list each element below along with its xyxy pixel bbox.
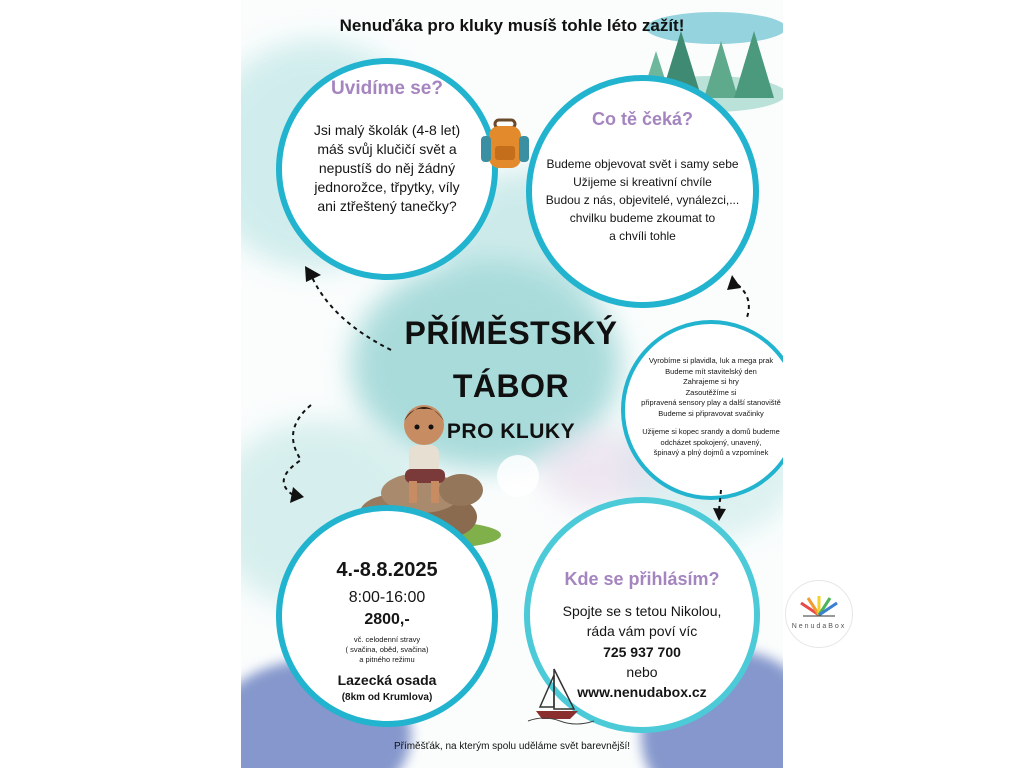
text-line: Vyrobíme si plavidla, luk a mega prak (648, 356, 774, 365)
text-line: Budeme mít stavitelský den (665, 366, 757, 376)
text-line: máš svůj klučičí svět a (317, 141, 457, 157)
camp-title-line2: TÁBOR (452, 368, 570, 404)
camp-price: 2800,- (364, 611, 410, 628)
poster (241, 0, 783, 768)
camp-location-note: (8km od Krumlova) (341, 692, 433, 703)
footer-slogan: Příměšťák, na kterým spolu uděláme svět barevnější! (393, 741, 631, 752)
signup-or: nebo (626, 664, 658, 680)
logo-text: NenudaBox (791, 623, 847, 630)
text-line: Budeme objevovat svět i samy sebe (546, 157, 739, 171)
text-line: Zasoutěžíme si (685, 387, 737, 397)
signup-line1: Spojte se s tetou Nikolou, (562, 603, 722, 619)
signup-phone: 725 937 700 (603, 644, 681, 660)
circle-signup-title: Kde se přihlásím? (564, 569, 720, 589)
dashed-arrows (241, 0, 783, 768)
text-line: jednorožce, třpytky, víly (314, 179, 460, 195)
text-line: Zahrajeme si hry (683, 377, 739, 386)
text-line: špinavý a plný dojmů a vzpomínek (653, 448, 769, 457)
circle-expect-title: Co tě čeká? (591, 109, 694, 129)
text-line: a chvíli tohle (609, 229, 676, 243)
camp-location: Lazecká osada (337, 672, 437, 688)
text-line: a pitného režimu (359, 655, 415, 664)
signup-line2: ráda vám poví víc (586, 623, 698, 639)
text-line: vč. celodenní stravy (353, 635, 421, 644)
camp-hours: 8:00-16:00 (348, 589, 426, 606)
rainbow-fan-icon (797, 595, 841, 617)
text-line: ( svačina, oběd, svačina) (345, 645, 429, 654)
text-line: chvilku budeme zkoumat to (569, 211, 716, 225)
text-line: odcházet spokojený, unavený, (660, 437, 762, 447)
camp-date: 4.-8.8.2025 (336, 559, 438, 581)
text-line: ani ztřeštený tanečky? (317, 198, 457, 214)
text-line: Budeme si připravovat svačinky (658, 408, 764, 418)
camp-title-line1: PŘÍMĚSTSKÝ (404, 315, 618, 351)
headline: Nenuďáka pro kluky musíš tohle léto zažít! (339, 16, 685, 35)
nenudabox-logo (785, 580, 853, 648)
text-line: Jsi malý školák (4-8 let) (313, 122, 461, 138)
signup-web-link[interactable]: www.nenudabox.cz (577, 684, 707, 700)
text-line: připravená sensory play a další stanoviště (641, 398, 781, 407)
text-line: Užijeme si kopec srandy a domů budeme (642, 427, 780, 436)
text-line: Budou z nás, objevitelé, vynálezci,... (545, 193, 740, 207)
text-line: Užijeme si kreativní chvíle (573, 175, 712, 189)
text-line: nepustíš do něj žádný (318, 160, 456, 176)
circle-meet-title: Uvidíme se? (331, 78, 443, 99)
camp-subtitle: PRO KLUKY (446, 420, 576, 443)
